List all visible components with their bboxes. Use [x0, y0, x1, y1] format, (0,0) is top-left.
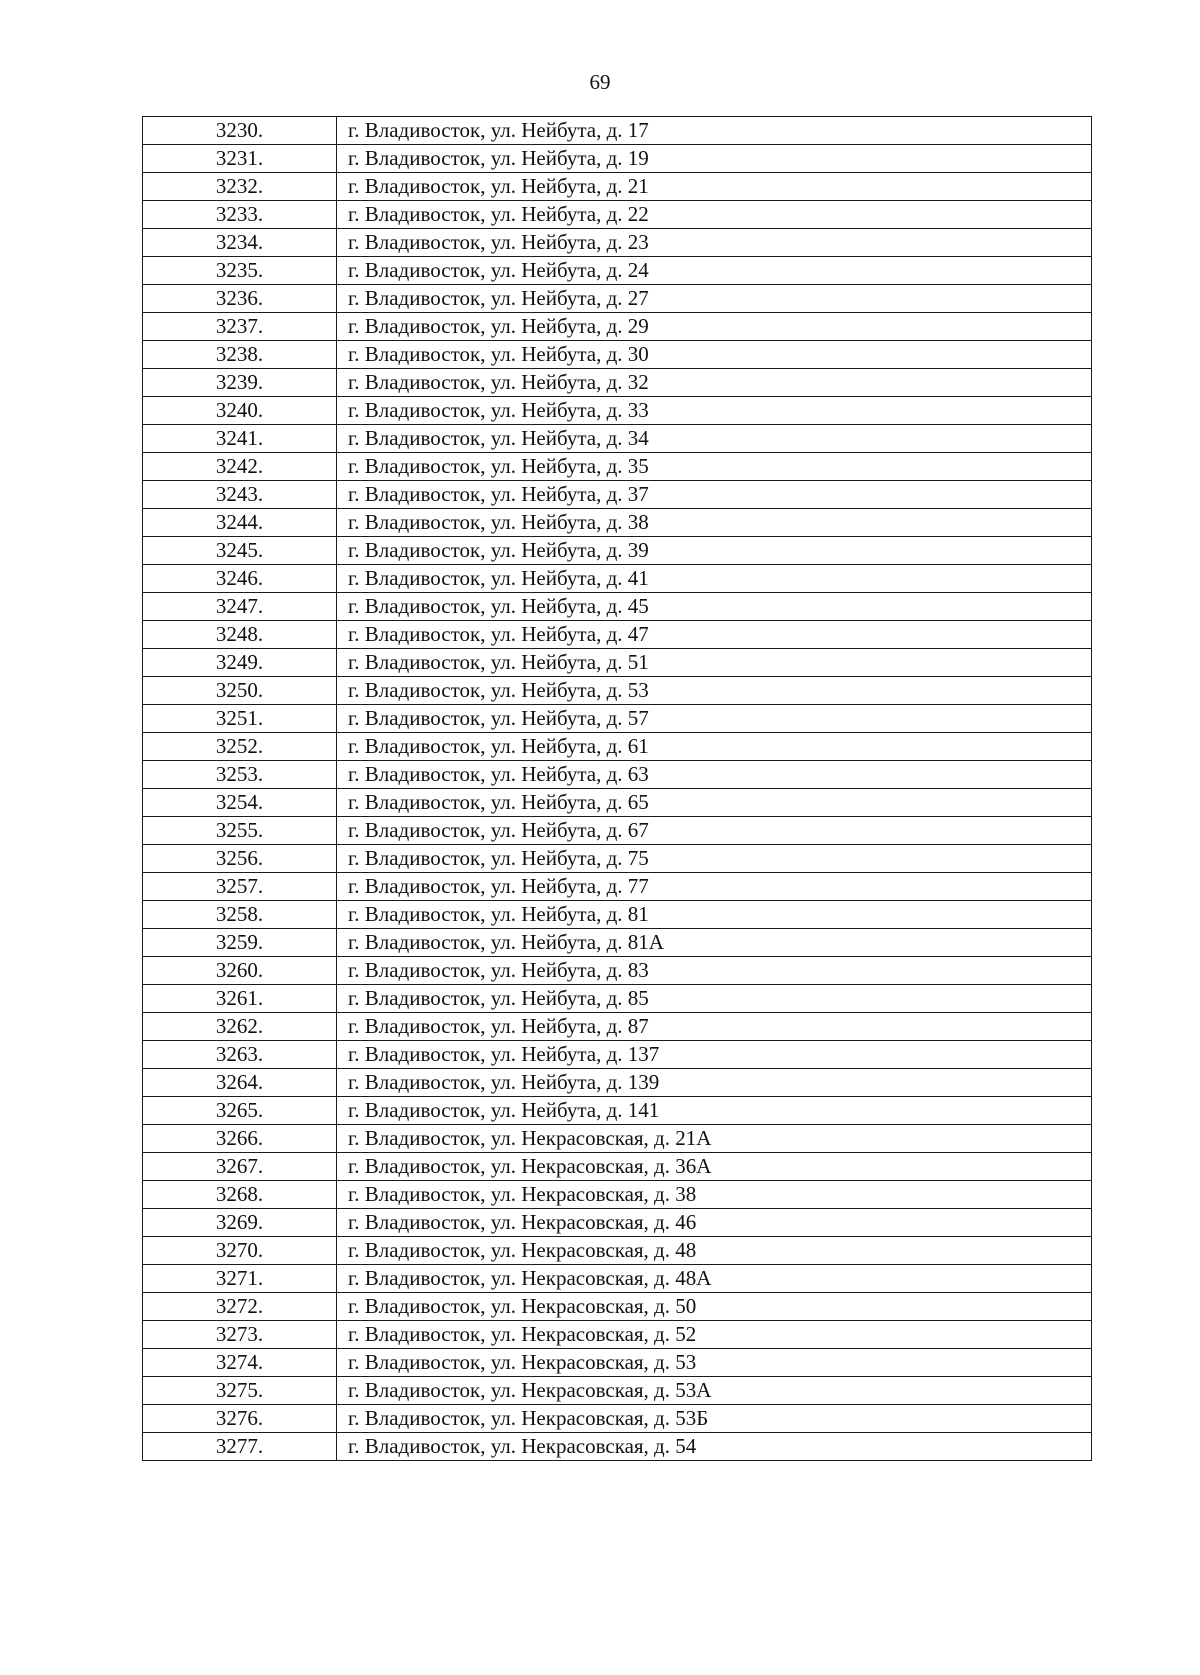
row-number: 3237. [143, 313, 337, 341]
row-address: г. Владивосток, ул. Нейбута, д. 33 [337, 397, 1092, 425]
row-number: 3248. [143, 621, 337, 649]
table-row [143, 173, 1092, 201]
row-number: 3256. [143, 845, 337, 873]
table-row [143, 901, 1092, 929]
table-row [143, 229, 1092, 257]
table-row [143, 789, 1092, 817]
row-address: г. Владивосток, ул. Нейбута, д. 17 [337, 117, 1092, 145]
table-row [143, 201, 1092, 229]
row-address: г. Владивосток, ул. Некрасовская, д. 53Б [337, 1405, 1092, 1433]
table-row [143, 1209, 1092, 1237]
row-address: г. Владивосток, ул. Нейбута, д. 27 [337, 285, 1092, 313]
table-row [143, 453, 1092, 481]
table-row [143, 593, 1092, 621]
table-row [143, 1153, 1092, 1181]
row-number: 3264. [143, 1069, 337, 1097]
row-number: 3268. [143, 1181, 337, 1209]
row-address: г. Владивосток, ул. Нейбута, д. 61 [337, 733, 1092, 761]
table-row [143, 1237, 1092, 1265]
row-address: г. Владивосток, ул. Нейбута, д. 39 [337, 537, 1092, 565]
row-number: 3270. [143, 1237, 337, 1265]
table-row [143, 677, 1092, 705]
row-address: г. Владивосток, ул. Нейбута, д. 32 [337, 369, 1092, 397]
row-number: 3266. [143, 1125, 337, 1153]
table-row [143, 285, 1092, 313]
row-address: г. Владивосток, ул. Нейбута, д. 38 [337, 509, 1092, 537]
table-row [143, 509, 1092, 537]
row-number: 3233. [143, 201, 337, 229]
table-row [143, 1433, 1092, 1461]
row-address: г. Владивосток, ул. Некрасовская, д. 54 [337, 1433, 1092, 1461]
row-number: 3269. [143, 1209, 337, 1237]
row-address: г. Владивосток, ул. Нейбута, д. 35 [337, 453, 1092, 481]
row-number: 3246. [143, 565, 337, 593]
table-row [143, 1377, 1092, 1405]
row-number: 3261. [143, 985, 337, 1013]
table-row [143, 1265, 1092, 1293]
row-number: 3232. [143, 173, 337, 201]
row-address: г. Владивосток, ул. Нейбута, д. 65 [337, 789, 1092, 817]
row-number: 3250. [143, 677, 337, 705]
row-address: г. Владивосток, ул. Нейбута, д. 67 [337, 817, 1092, 845]
table-row [143, 1349, 1092, 1377]
row-address: г. Владивосток, ул. Некрасовская, д. 53А [337, 1377, 1092, 1405]
table-row [143, 817, 1092, 845]
table-row [143, 341, 1092, 369]
row-address: г. Владивосток, ул. Нейбута, д. 21 [337, 173, 1092, 201]
row-address: г. Владивосток, ул. Некрасовская, д. 38 [337, 1181, 1092, 1209]
table-row [143, 929, 1092, 957]
row-number: 3253. [143, 761, 337, 789]
row-address: г. Владивосток, ул. Нейбута, д. 23 [337, 229, 1092, 257]
row-number: 3236. [143, 285, 337, 313]
row-address: г. Владивосток, ул. Нейбута, д. 53 [337, 677, 1092, 705]
row-address: г. Владивосток, ул. Нейбута, д. 141 [337, 1097, 1092, 1125]
row-address: г. Владивосток, ул. Нейбута, д. 30 [337, 341, 1092, 369]
table-row [143, 761, 1092, 789]
row-address: г. Владивосток, ул. Нейбута, д. 81А [337, 929, 1092, 957]
row-address: г. Владивосток, ул. Нейбута, д. 77 [337, 873, 1092, 901]
row-address: г. Владивосток, ул. Нейбута, д. 75 [337, 845, 1092, 873]
row-number: 3245. [143, 537, 337, 565]
row-address: г. Владивосток, ул. Нейбута, д. 47 [337, 621, 1092, 649]
row-number: 3247. [143, 593, 337, 621]
row-address: г. Владивосток, ул. Нейбута, д. 51 [337, 649, 1092, 677]
row-number: 3244. [143, 509, 337, 537]
row-address: г. Владивосток, ул. Некрасовская, д. 52 [337, 1321, 1092, 1349]
row-address: г. Владивосток, ул. Некрасовская, д. 46 [337, 1209, 1092, 1237]
row-address: г. Владивосток, ул. Нейбута, д. 83 [337, 957, 1092, 985]
row-address: г. Владивосток, ул. Некрасовская, д. 50 [337, 1293, 1092, 1321]
row-number: 3242. [143, 453, 337, 481]
row-number: 3263. [143, 1041, 337, 1069]
row-address: г. Владивосток, ул. Нейбута, д. 139 [337, 1069, 1092, 1097]
row-number: 3234. [143, 229, 337, 257]
row-address: г. Владивосток, ул. Нейбута, д. 85 [337, 985, 1092, 1013]
row-address: г. Владивосток, ул. Нейбута, д. 22 [337, 201, 1092, 229]
table-row [143, 1181, 1092, 1209]
row-number: 3276. [143, 1405, 337, 1433]
table-row [143, 733, 1092, 761]
table-row [143, 481, 1092, 509]
row-address: г. Владивосток, ул. Нейбута, д. 57 [337, 705, 1092, 733]
table-row [143, 425, 1092, 453]
row-number: 3272. [143, 1293, 337, 1321]
row-address: г. Владивосток, ул. Нейбута, д. 29 [337, 313, 1092, 341]
row-number: 3275. [143, 1377, 337, 1405]
table-row [143, 1013, 1092, 1041]
row-number: 3241. [143, 425, 337, 453]
table-row [143, 369, 1092, 397]
table-row [143, 1293, 1092, 1321]
table-row [143, 145, 1092, 173]
row-number: 3238. [143, 341, 337, 369]
address-table [142, 116, 1092, 1461]
row-number: 3252. [143, 733, 337, 761]
row-number: 3265. [143, 1097, 337, 1125]
row-address: г. Владивосток, ул. Нейбута, д. 63 [337, 761, 1092, 789]
row-number: 3257. [143, 873, 337, 901]
table-row [143, 985, 1092, 1013]
row-number: 3240. [143, 397, 337, 425]
table-row [143, 1041, 1092, 1069]
address-table-body [143, 117, 1092, 1461]
table-row [143, 117, 1092, 145]
row-number: 3259. [143, 929, 337, 957]
row-number: 3231. [143, 145, 337, 173]
row-address: г. Владивосток, ул. Нейбута, д. 34 [337, 425, 1092, 453]
table-row [143, 313, 1092, 341]
row-number: 3249. [143, 649, 337, 677]
row-number: 3251. [143, 705, 337, 733]
row-address: г. Владивосток, ул. Нейбута, д. 37 [337, 481, 1092, 509]
row-address: г. Владивосток, ул. Некрасовская, д. 36А [337, 1153, 1092, 1181]
table-row [143, 649, 1092, 677]
row-address: г. Владивосток, ул. Некрасовская, д. 48 [337, 1237, 1092, 1265]
row-number: 3254. [143, 789, 337, 817]
row-number: 3260. [143, 957, 337, 985]
row-address: г. Владивосток, ул. Нейбута, д. 87 [337, 1013, 1092, 1041]
row-number: 3239. [143, 369, 337, 397]
table-row [143, 565, 1092, 593]
row-address: г. Владивосток, ул. Нейбута, д. 45 [337, 593, 1092, 621]
page-number: 69 [589, 70, 611, 94]
row-address: г. Владивосток, ул. Некрасовская, д. 53 [337, 1349, 1092, 1377]
row-number: 3262. [143, 1013, 337, 1041]
row-address: г. Владивосток, ул. Некрасовская, д. 48А [337, 1265, 1092, 1293]
row-address: г. Владивосток, ул. Нейбута, д. 81 [337, 901, 1092, 929]
table-row [143, 957, 1092, 985]
table-row [143, 1069, 1092, 1097]
row-number: 3277. [143, 1433, 337, 1461]
row-address: г. Владивосток, ул. Нейбута, д. 137 [337, 1041, 1092, 1069]
row-number: 3255. [143, 817, 337, 845]
table-row [143, 621, 1092, 649]
row-number: 3267. [143, 1153, 337, 1181]
row-number: 3271. [143, 1265, 337, 1293]
row-number: 3273. [143, 1321, 337, 1349]
table-row [143, 873, 1092, 901]
row-address: г. Владивосток, ул. Нейбута, д. 24 [337, 257, 1092, 285]
table-row [143, 1097, 1092, 1125]
table-row [143, 705, 1092, 733]
row-number: 3274. [143, 1349, 337, 1377]
row-number: 3258. [143, 901, 337, 929]
row-address: г. Владивосток, ул. Нейбута, д. 19 [337, 145, 1092, 173]
table-row [143, 1321, 1092, 1349]
table-row [143, 537, 1092, 565]
table-row [143, 397, 1092, 425]
row-number: 3243. [143, 481, 337, 509]
row-address: г. Владивосток, ул. Некрасовская, д. 21А [337, 1125, 1092, 1153]
row-number: 3235. [143, 257, 337, 285]
table-row [143, 845, 1092, 873]
table-row [143, 257, 1092, 285]
row-address: г. Владивосток, ул. Нейбута, д. 41 [337, 565, 1092, 593]
table-row [143, 1405, 1092, 1433]
table-row [143, 1125, 1092, 1153]
row-number: 3230. [143, 117, 337, 145]
